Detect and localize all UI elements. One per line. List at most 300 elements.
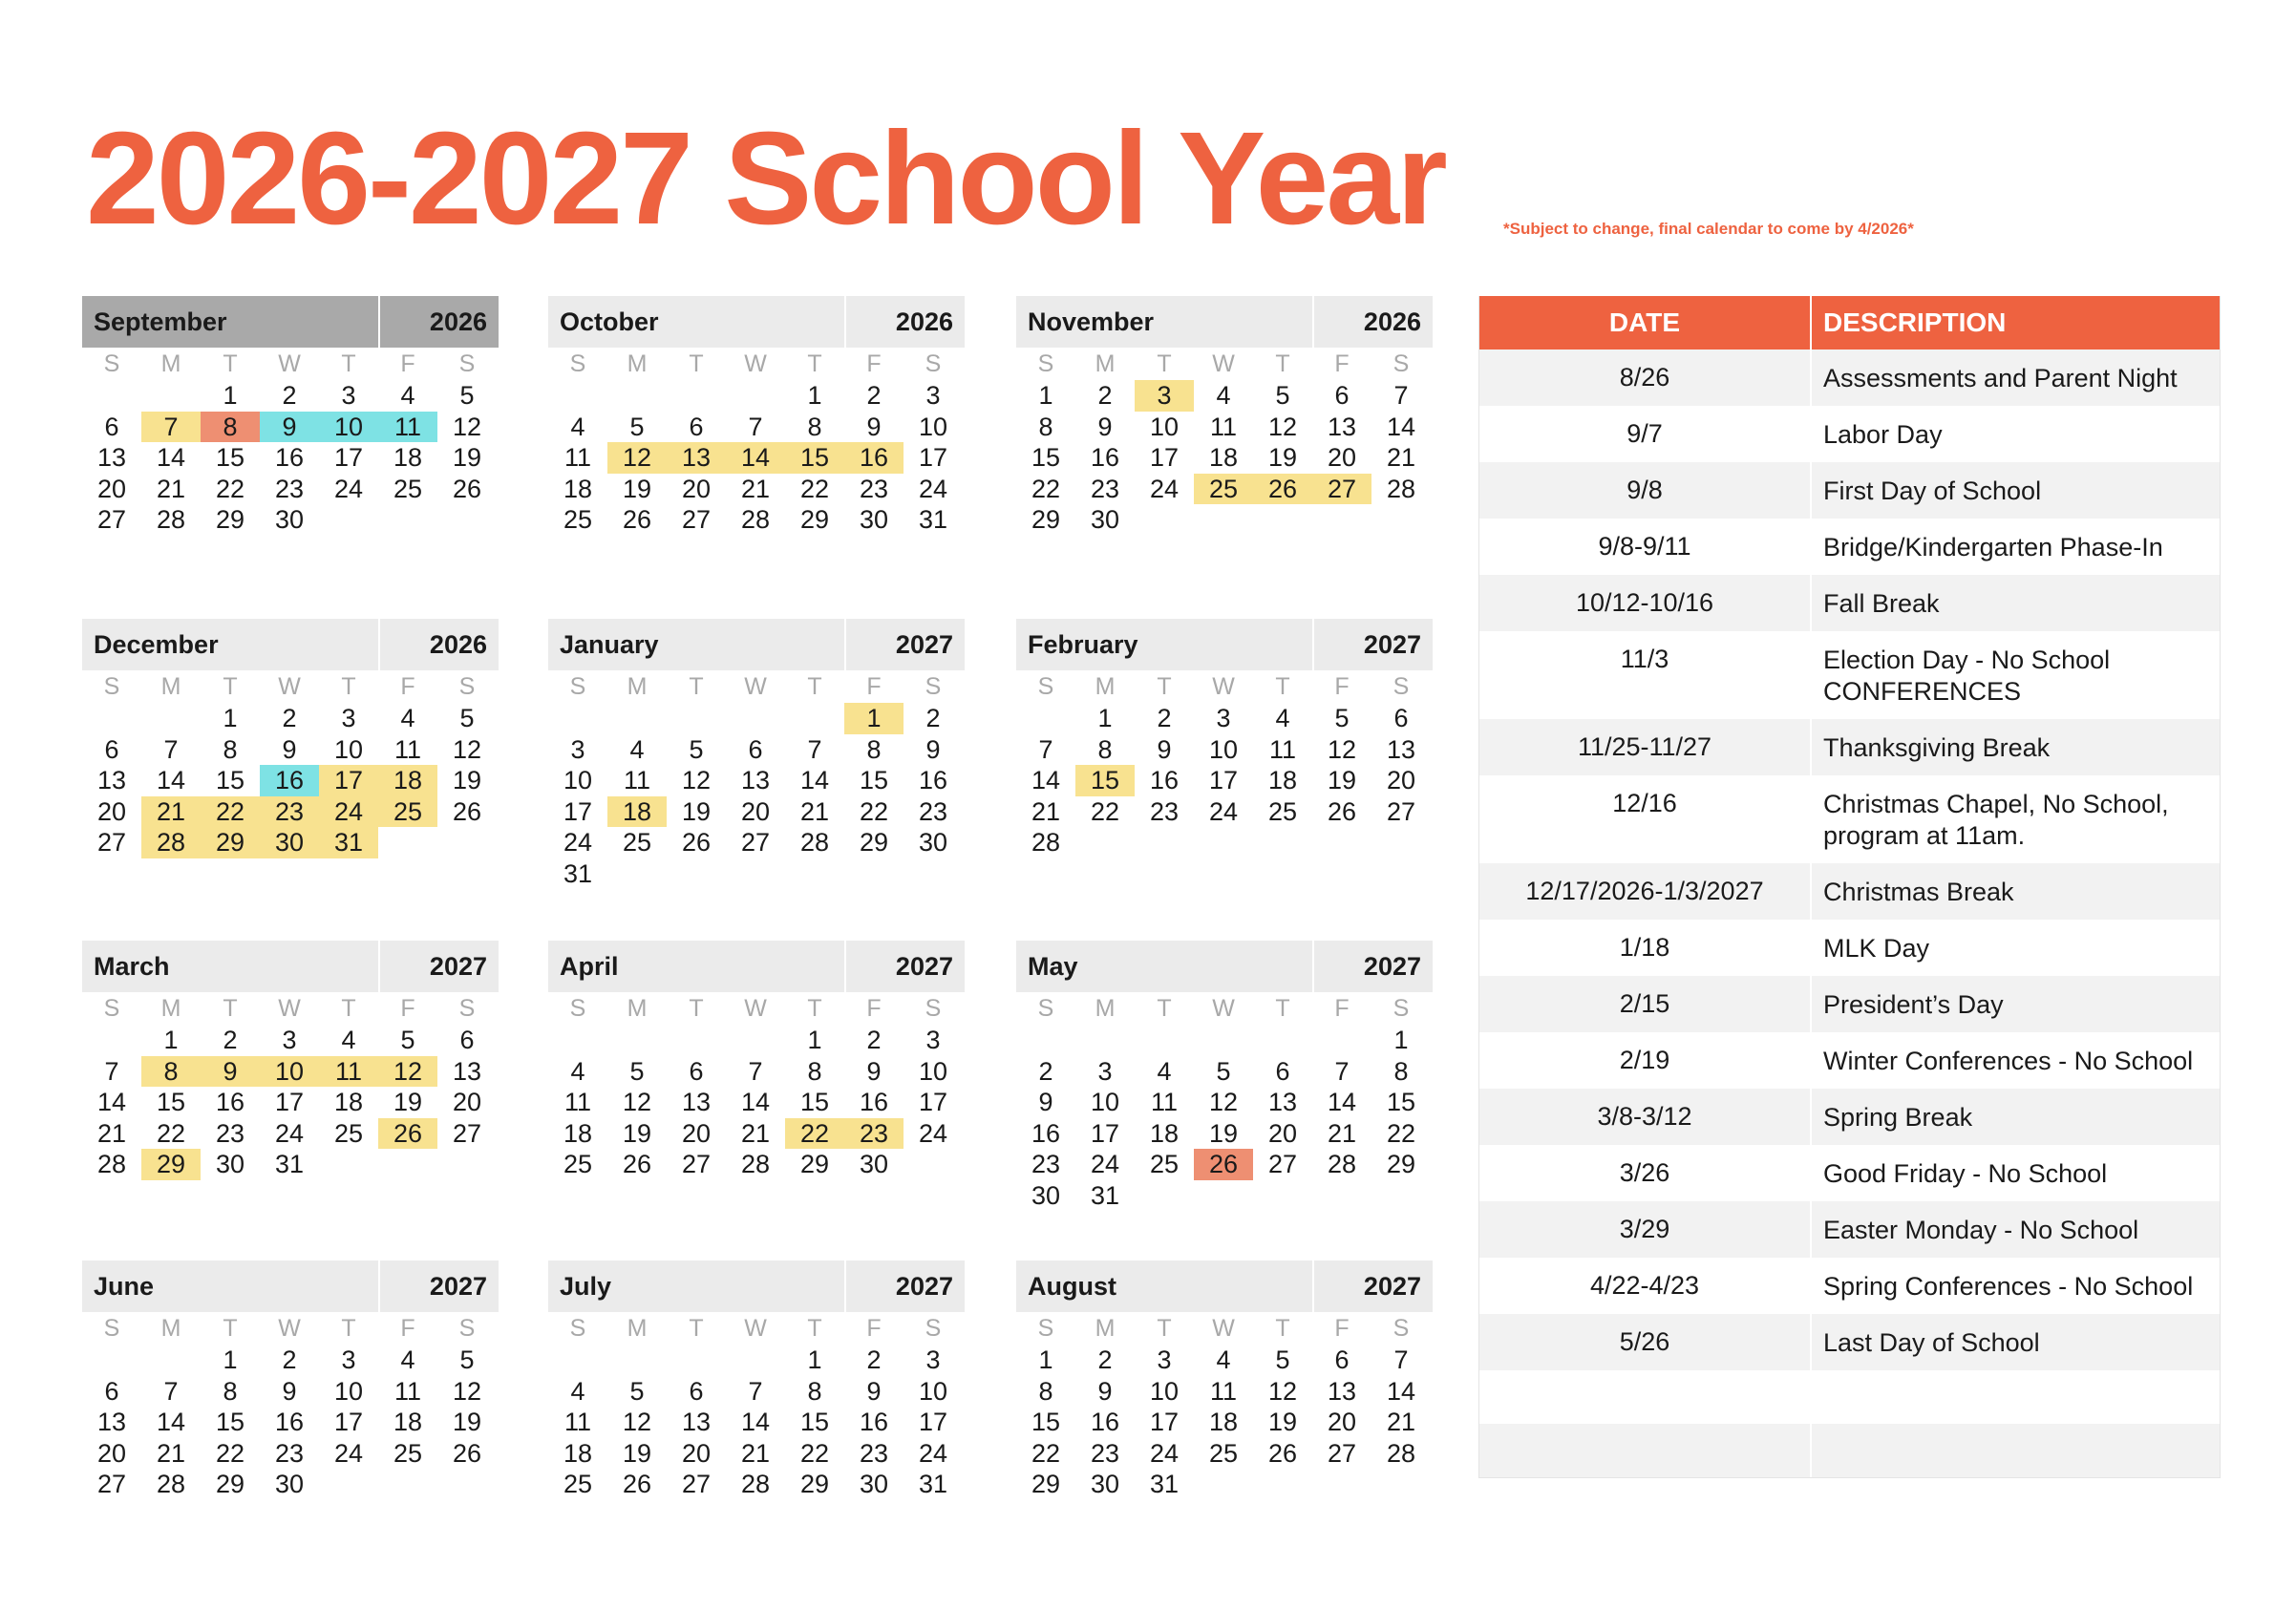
- day-cell: 26: [622, 1150, 652, 1179]
- day-cell: 23: [274, 474, 305, 503]
- day-cell: 27: [1312, 474, 1371, 505]
- weekday-label: M: [1095, 350, 1116, 377]
- day-cell: 4: [570, 1056, 585, 1086]
- day-cell: 28: [740, 1150, 771, 1179]
- day-cell: 18: [563, 474, 593, 503]
- weekday-label: S: [458, 673, 476, 700]
- weekday-label: F: [400, 673, 415, 700]
- day-cell: 22: [201, 796, 260, 828]
- month-april: [548, 941, 965, 1180]
- month-year: 2027: [1363, 1271, 1421, 1301]
- empty-day-cell: [1016, 703, 1075, 734]
- empty-day-cell: [1016, 1025, 1075, 1056]
- day-cell: 29: [799, 1150, 830, 1179]
- weekday-label: T: [807, 350, 822, 377]
- day-cell: 20: [681, 1118, 712, 1148]
- day-cell: 6: [1334, 1345, 1350, 1374]
- day-cell: 12: [1208, 1088, 1239, 1117]
- weekday-label: W: [744, 350, 767, 377]
- day-cell: 22: [215, 1438, 245, 1468]
- weekday-label: W: [744, 673, 767, 700]
- month-day-grid: [548, 992, 965, 1180]
- day-cell: 10: [1208, 734, 1239, 764]
- day-cell: 24: [1149, 474, 1180, 503]
- day-cell: 1: [807, 381, 822, 410]
- weekday-label: W: [278, 1315, 301, 1342]
- event-row: [1479, 1424, 2220, 1477]
- weekday-label: T: [341, 995, 356, 1022]
- day-cell: 21: [141, 796, 201, 828]
- day-cell: 23: [918, 796, 948, 826]
- day-cell: 13: [667, 442, 726, 474]
- event-description: President’s Day: [1823, 990, 2004, 1019]
- day-cell: 7: [748, 1376, 763, 1406]
- event-date: 5/26: [1479, 1314, 1812, 1370]
- event-date: 4/22-4/23: [1479, 1258, 1812, 1314]
- day-cell: 22: [156, 1118, 186, 1148]
- day-cell: 19: [622, 1438, 652, 1468]
- day-cell: 8: [141, 1056, 201, 1088]
- day-cell: 21: [1386, 1408, 1416, 1437]
- event-description: Bridge/Kindergarten Phase-In: [1823, 533, 2163, 561]
- weekday-label: S: [103, 1315, 120, 1342]
- day-cell: 19: [1327, 766, 1357, 795]
- day-cell: 14: [1031, 766, 1061, 795]
- weekday-label: T: [223, 1315, 238, 1342]
- day-cell: 8: [223, 734, 238, 764]
- day-cell: 15: [799, 1408, 830, 1437]
- day-cell: 2: [925, 704, 941, 732]
- weekday-label: S: [458, 995, 476, 1022]
- day-cell: 19: [393, 1088, 423, 1117]
- day-cell: 9: [201, 1056, 260, 1088]
- day-cell: 13: [681, 1408, 712, 1437]
- day-cell: 17: [918, 443, 948, 473]
- day-cell: 2: [1097, 381, 1113, 410]
- day-cell: 8: [201, 412, 260, 443]
- event-row: [1479, 1370, 2220, 1424]
- day-cell: 26: [622, 1470, 652, 1499]
- weekday-label: T: [1275, 350, 1290, 377]
- event-description: [1812, 1370, 2220, 1424]
- day-cell: 15: [785, 442, 844, 474]
- weekday-label: W: [1212, 350, 1235, 377]
- day-cell: 31: [1149, 1470, 1180, 1499]
- month-july: [548, 1260, 965, 1500]
- day-cell: 1: [807, 1345, 822, 1374]
- month-name: June: [94, 1271, 155, 1301]
- weekday-label: M: [1095, 995, 1116, 1022]
- event-row: [1479, 1314, 2220, 1370]
- month-header: [548, 296, 965, 348]
- day-cell: 8: [223, 1376, 238, 1406]
- day-cell: 25: [563, 505, 593, 535]
- empty-day-cell: [141, 380, 201, 412]
- day-cell: 6: [689, 412, 704, 441]
- day-cell: 26: [452, 796, 482, 826]
- empty-day-cell: [667, 380, 726, 412]
- month-june: [82, 1260, 499, 1500]
- day-cell: 24: [274, 1118, 305, 1148]
- day-cell: 24: [1090, 1150, 1120, 1179]
- day-cell: 9: [866, 412, 882, 441]
- empty-day-cell: [1194, 1025, 1253, 1056]
- day-cell: 12: [378, 1056, 437, 1088]
- event-row: [1479, 631, 2220, 719]
- events-table: [1478, 296, 2221, 1478]
- day-cell: 12: [1267, 1376, 1298, 1406]
- weekday-label: S: [1392, 1315, 1410, 1342]
- weekday-label: S: [925, 673, 942, 700]
- day-cell: 20: [740, 796, 771, 826]
- month-name: February: [1028, 629, 1138, 659]
- day-cell: 6: [459, 1026, 475, 1054]
- day-cell: 28: [799, 828, 830, 858]
- weekday-label: T: [341, 1315, 356, 1342]
- event-date: 1/18: [1479, 920, 1812, 976]
- event-description: [1812, 1424, 2220, 1477]
- day-cell: 14: [740, 1088, 771, 1117]
- weekday-label: W: [744, 1315, 767, 1342]
- weekday-label: S: [1037, 673, 1054, 700]
- date-column-header: DATE: [1479, 296, 1812, 350]
- weekday-label: S: [103, 350, 120, 377]
- day-cell: 11: [623, 766, 651, 795]
- day-cell: 14: [740, 1408, 771, 1437]
- day-cell: 1: [1038, 381, 1053, 410]
- weekday-label: T: [341, 673, 356, 700]
- day-cell: 16: [1090, 443, 1120, 473]
- weekday-label: F: [400, 350, 415, 377]
- weekday-label: T: [689, 1315, 704, 1342]
- day-cell: 28: [96, 1150, 127, 1179]
- event-description: Good Friday - No School: [1823, 1159, 2108, 1188]
- day-cell: 25: [1267, 796, 1298, 826]
- day-cell: 28: [156, 1470, 186, 1499]
- day-cell: 6: [104, 734, 119, 764]
- weekday-label: S: [1392, 350, 1410, 377]
- month-day-grid: [82, 1312, 499, 1500]
- month-day-grid: [1016, 348, 1433, 536]
- day-cell: 12: [607, 442, 667, 474]
- day-cell: 7: [1038, 734, 1053, 764]
- day-cell: 23: [859, 1438, 889, 1468]
- day-cell: 17: [1149, 443, 1180, 473]
- day-cell: 6: [748, 734, 763, 764]
- month-september: [82, 296, 499, 536]
- day-cell: 10: [319, 412, 378, 443]
- day-cell: 9: [1157, 734, 1172, 764]
- event-date: 11/3: [1479, 631, 1812, 719]
- day-cell: 1: [1393, 1026, 1409, 1054]
- day-cell: 24: [319, 796, 378, 828]
- month-header: [548, 941, 965, 992]
- day-cell: 27: [740, 828, 771, 858]
- month-name: April: [560, 951, 619, 981]
- month-header: [548, 619, 965, 670]
- day-cell: 26: [622, 505, 652, 535]
- day-cell: 17: [319, 765, 378, 796]
- month-february: [1016, 619, 1433, 858]
- day-cell: 29: [215, 505, 245, 535]
- day-cell: 9: [282, 734, 297, 764]
- month-name: October: [560, 307, 659, 336]
- day-cell: 9: [282, 1376, 297, 1406]
- weekday-label: T: [1157, 995, 1172, 1022]
- event-description: Election Day - No School CONFERENCES: [1823, 646, 2111, 706]
- day-cell: 12: [622, 1088, 652, 1117]
- weekday-label: S: [458, 1315, 476, 1342]
- empty-day-cell: [726, 703, 785, 734]
- day-cell: 15: [1031, 443, 1061, 473]
- day-cell: 11: [319, 1056, 378, 1088]
- day-cell: 22: [215, 474, 245, 503]
- event-description: Christmas Chapel, No School, program at 11am.: [1823, 790, 2169, 850]
- day-cell: 27: [681, 505, 712, 535]
- day-cell: 20: [681, 1438, 712, 1468]
- day-cell: 4: [400, 1345, 415, 1374]
- day-cell: 7: [141, 412, 201, 443]
- day-cell: 18: [563, 1118, 593, 1148]
- day-cell: 14: [1386, 412, 1416, 441]
- day-cell: 1: [844, 703, 904, 734]
- weekday-label: S: [1392, 673, 1410, 700]
- weekday-label: M: [627, 673, 648, 700]
- day-cell: 8: [1038, 1376, 1053, 1406]
- day-cell: 18: [1208, 1408, 1239, 1437]
- day-cell: 15: [799, 1088, 830, 1117]
- day-cell: 2: [282, 1345, 297, 1374]
- month-october: [548, 296, 965, 536]
- day-cell: 4: [629, 734, 645, 764]
- day-cell: 11: [1150, 1088, 1179, 1117]
- day-cell: 5: [629, 412, 645, 441]
- day-cell: 8: [807, 1056, 822, 1086]
- month-header: [82, 941, 499, 992]
- event-row: [1479, 406, 2220, 462]
- day-cell: 20: [1327, 443, 1357, 473]
- weekday-label: F: [866, 995, 882, 1022]
- day-cell: 24: [1149, 1438, 1180, 1468]
- day-cell: 10: [918, 1056, 948, 1086]
- event-date: 10/12-10/16: [1479, 575, 1812, 631]
- weekday-label: S: [569, 350, 586, 377]
- month-header: [82, 619, 499, 670]
- day-cell: 21: [799, 796, 830, 826]
- weekday-label: T: [1157, 350, 1172, 377]
- event-date: 12/16: [1479, 775, 1812, 863]
- day-cell: 31: [319, 827, 378, 858]
- month-header: [1016, 941, 1433, 992]
- day-cell: 27: [1327, 1438, 1357, 1468]
- day-cell: 23: [844, 1118, 904, 1150]
- day-cell: 3: [570, 734, 585, 764]
- event-description: Spring Break: [1823, 1103, 1973, 1132]
- day-cell: 18: [1267, 766, 1298, 795]
- day-cell: 1: [223, 1345, 238, 1374]
- month-year: 2026: [1363, 307, 1421, 336]
- weekday-label: T: [807, 995, 822, 1022]
- day-cell: 20: [96, 1438, 127, 1468]
- month-day-grid: [548, 1312, 965, 1500]
- day-cell: 26: [378, 1118, 437, 1150]
- weekday-label: F: [1334, 995, 1350, 1022]
- month-year: 2027: [1363, 951, 1421, 981]
- day-cell: 3: [341, 704, 356, 732]
- day-cell: 27: [681, 1150, 712, 1179]
- day-cell: 28: [156, 505, 186, 535]
- month-name: May: [1028, 951, 1078, 981]
- day-cell: 20: [681, 474, 712, 503]
- weekday-label: T: [1275, 1315, 1290, 1342]
- day-cell: 28: [740, 1470, 771, 1499]
- empty-day-cell: [1135, 1025, 1194, 1056]
- weekday-label: M: [160, 673, 181, 700]
- day-cell: 3: [1135, 380, 1194, 412]
- weekday-label: S: [1037, 1315, 1054, 1342]
- day-cell: 24: [1208, 796, 1239, 826]
- day-cell: 5: [1275, 1345, 1290, 1374]
- day-cell: 18: [1208, 443, 1239, 473]
- day-cell: 3: [925, 1026, 941, 1054]
- day-cell: 25: [622, 828, 652, 858]
- event-row: [1479, 519, 2220, 575]
- day-cell: 1: [163, 1026, 179, 1054]
- weekday-label: M: [1095, 673, 1116, 700]
- day-cell: 13: [96, 443, 127, 473]
- weekday-label: F: [1334, 673, 1350, 700]
- day-cell: 4: [341, 1026, 356, 1054]
- event-row: [1479, 976, 2220, 1032]
- weekday-label: S: [569, 1315, 586, 1342]
- day-cell: 11: [393, 734, 422, 764]
- month-name: March: [94, 951, 170, 981]
- day-cell: 2: [282, 704, 297, 732]
- day-cell: 14: [1327, 1088, 1357, 1117]
- empty-day-cell: [82, 1345, 141, 1376]
- event-description: Labor Day: [1823, 420, 1943, 449]
- weekday-label: S: [1392, 995, 1410, 1022]
- day-cell: 17: [563, 796, 593, 826]
- day-cell: 7: [748, 1056, 763, 1086]
- weekday-label: W: [278, 350, 301, 377]
- day-cell: 31: [274, 1150, 305, 1179]
- day-cell: 24: [333, 474, 364, 503]
- day-cell: 16: [918, 766, 948, 795]
- weekday-label: T: [223, 995, 238, 1022]
- day-cell: 27: [452, 1118, 482, 1148]
- day-cell: 22: [1031, 1438, 1061, 1468]
- day-cell: 28: [1386, 474, 1416, 503]
- day-cell: 7: [163, 734, 179, 764]
- day-cell: 16: [1090, 1408, 1120, 1437]
- day-cell: 8: [866, 734, 882, 764]
- day-cell: 10: [333, 1376, 364, 1406]
- day-cell: 7: [807, 734, 822, 764]
- day-cell: 25: [1208, 1438, 1239, 1468]
- event-date: [1479, 1424, 1812, 1477]
- month-name: September: [94, 307, 227, 336]
- event-row: [1479, 1258, 2220, 1314]
- weekday-label: F: [866, 1315, 882, 1342]
- day-cell: 20: [96, 796, 127, 826]
- weekday-label: F: [400, 1315, 415, 1342]
- day-cell: 29: [215, 1470, 245, 1499]
- day-cell: 25: [393, 474, 423, 503]
- day-cell: 5: [1275, 381, 1290, 410]
- events-table-body: [1479, 350, 2220, 1477]
- day-cell: 17: [333, 443, 364, 473]
- day-cell: 25: [563, 1150, 593, 1179]
- month-year: 2027: [1363, 629, 1421, 659]
- weekday-label: S: [1037, 350, 1054, 377]
- day-cell: 12: [622, 1408, 652, 1437]
- weekday-label: W: [278, 673, 301, 700]
- day-cell: 15: [215, 1408, 245, 1437]
- day-cell: 11: [378, 412, 437, 443]
- day-cell: 31: [918, 505, 948, 535]
- day-cell: 14: [726, 442, 785, 474]
- month-year: 2027: [429, 1271, 487, 1301]
- day-cell: 26: [1194, 1149, 1253, 1180]
- day-cell: 18: [393, 1408, 423, 1437]
- day-cell: 10: [918, 1376, 948, 1406]
- day-cell: 7: [1393, 381, 1409, 410]
- day-cell: 24: [918, 474, 948, 503]
- day-cell: 12: [452, 412, 482, 441]
- day-cell: 2: [866, 1026, 882, 1054]
- day-cell: 9: [1097, 412, 1113, 441]
- day-cell: 14: [156, 766, 186, 795]
- weekday-label: W: [1212, 673, 1235, 700]
- weekday-label: M: [1095, 1315, 1116, 1342]
- day-cell: 18: [378, 765, 437, 796]
- day-cell: 25: [563, 1470, 593, 1499]
- day-cell: 3: [282, 1026, 297, 1054]
- day-cell: 30: [859, 1150, 889, 1179]
- day-cell: 15: [215, 766, 245, 795]
- day-cell: 6: [689, 1376, 704, 1406]
- day-cell: 26: [452, 474, 482, 503]
- day-cell: 6: [1275, 1056, 1290, 1086]
- weekday-label: T: [1275, 995, 1290, 1022]
- day-cell: 20: [452, 1088, 482, 1117]
- weekday-label: M: [627, 1315, 648, 1342]
- day-cell: 5: [1216, 1056, 1231, 1086]
- day-cell: 3: [1157, 1345, 1172, 1374]
- event-description: Spring Conferences - No School: [1823, 1272, 2194, 1301]
- day-cell: 13: [1267, 1088, 1298, 1117]
- day-cell: 22: [1090, 796, 1120, 826]
- day-cell: 16: [844, 442, 904, 474]
- day-cell: 22: [799, 1438, 830, 1468]
- day-cell: 30: [1090, 1470, 1120, 1499]
- day-cell: 10: [918, 412, 948, 441]
- day-cell: 19: [1208, 1118, 1239, 1148]
- day-cell: 7: [163, 1376, 179, 1406]
- weekday-label: F: [866, 350, 882, 377]
- month-day-grid: [82, 348, 499, 536]
- day-cell: 11: [563, 1088, 592, 1117]
- event-description: Winter Conferences - No School: [1823, 1047, 2194, 1075]
- event-row: [1479, 719, 2220, 775]
- day-cell: 23: [215, 1118, 245, 1148]
- day-cell: 9: [1097, 1376, 1113, 1406]
- weekday-label: F: [400, 995, 415, 1022]
- day-cell: 24: [918, 1118, 948, 1148]
- day-cell: 27: [96, 828, 127, 858]
- day-cell: 18: [1149, 1118, 1180, 1148]
